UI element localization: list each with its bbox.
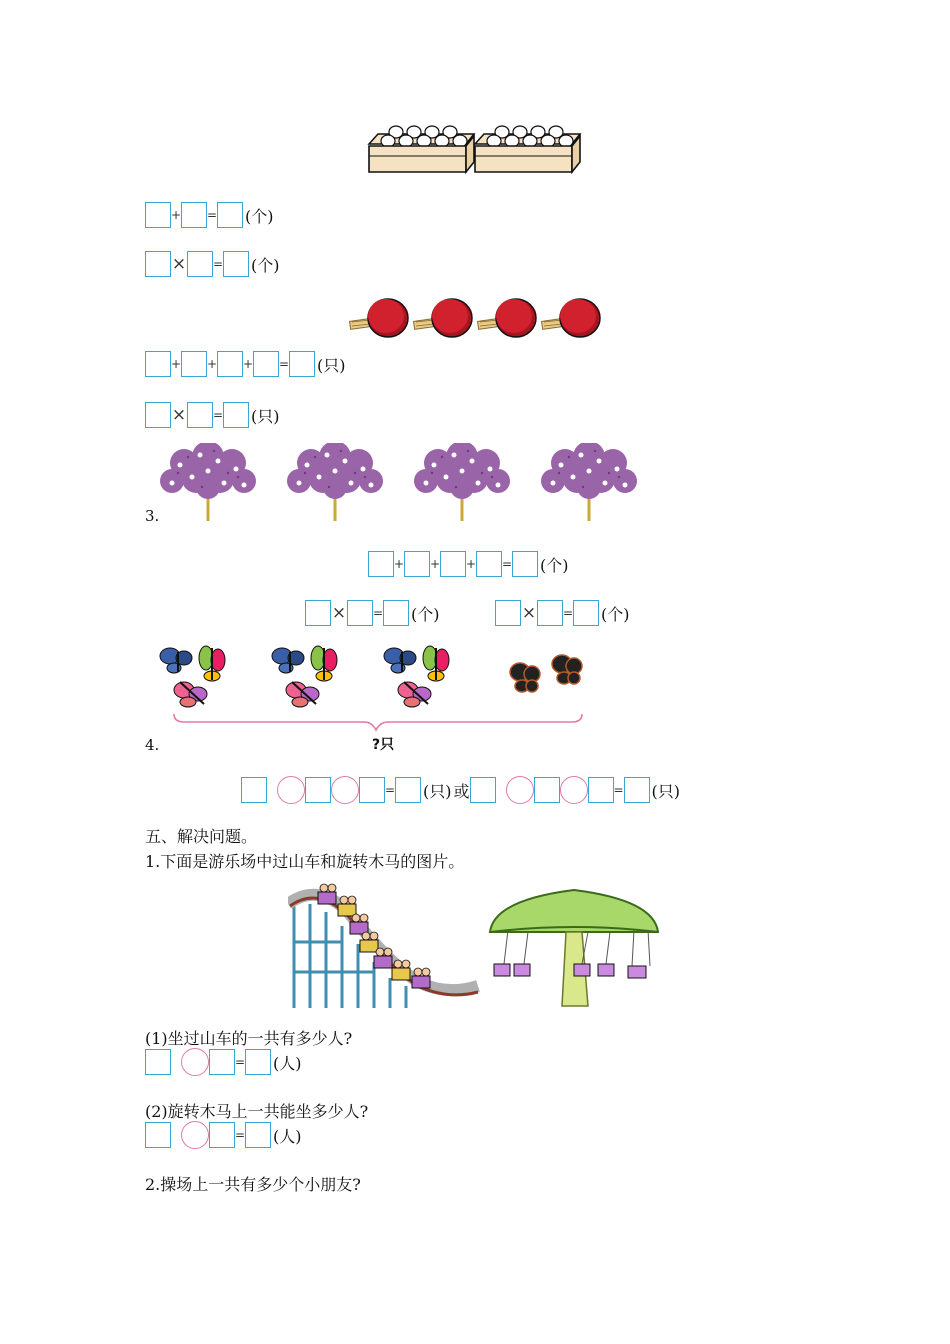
answer-box[interactable] — [305, 777, 331, 803]
answer-box[interactable] — [383, 600, 409, 626]
coaster-equation-row — [145, 1047, 302, 1077]
plus-sign: + — [243, 357, 254, 371]
times-sign: × — [171, 254, 187, 274]
unit-label: (只) — [651, 781, 681, 801]
or-word: 或 — [453, 781, 470, 801]
equals-sign: = — [373, 606, 384, 620]
equals-sign: = — [235, 1128, 246, 1142]
equals-sign: = — [235, 1055, 246, 1069]
sub-question-text: (1)坐过山车的一共有多少人? — [145, 1029, 353, 1048]
answer-box[interactable] — [347, 600, 373, 626]
sub-question-text: (2)旋转木马上一共能坐多少人? — [145, 1102, 369, 1121]
unit-label: (个) — [251, 255, 280, 275]
times-sign: × — [331, 603, 347, 623]
answer-box[interactable] — [359, 777, 385, 803]
egg-addition-row — [145, 200, 274, 230]
answer-box[interactable] — [217, 351, 243, 377]
egg-multiplication-row — [145, 249, 280, 279]
answer-box[interactable] — [624, 777, 650, 803]
paddle-icon — [350, 299, 408, 337]
answer-box[interactable] — [145, 202, 171, 228]
answer-box[interactable] — [217, 202, 243, 228]
tree-addition-row — [368, 549, 569, 579]
question-number-3: 3. — [145, 507, 160, 525]
answer-box[interactable] — [534, 777, 560, 803]
plus-sign: + — [207, 357, 218, 371]
plus-sign: + — [466, 557, 477, 571]
trees-illustration — [158, 443, 642, 523]
plus-sign: + — [394, 557, 405, 571]
swing-ride-icon — [490, 890, 658, 1006]
egg-tray-left — [369, 126, 474, 172]
answer-box[interactable] — [495, 600, 521, 626]
answer-box[interactable] — [181, 202, 207, 228]
answer-box[interactable] — [537, 600, 563, 626]
brace-mark — [174, 714, 582, 730]
tree-multiplication-row-a — [305, 598, 440, 628]
egg-trays-illustration — [366, 122, 584, 177]
unit-label: (人) — [273, 1126, 302, 1146]
unit-label: (个) — [411, 604, 440, 624]
answer-box[interactable] — [470, 777, 496, 803]
paddles-illustration — [348, 294, 608, 344]
plus-sign: + — [171, 357, 182, 371]
times-sign: × — [171, 405, 187, 425]
brace-label: ?只 — [372, 737, 395, 753]
equals-sign: = — [213, 257, 224, 271]
unit-label: (只) — [251, 406, 280, 426]
black-butterfly-icon — [552, 655, 582, 684]
swing-equation-row — [145, 1120, 302, 1150]
egg-tray-right — [475, 126, 580, 172]
answer-box[interactable] — [145, 251, 171, 277]
roller-coaster-icon — [288, 884, 478, 1008]
operator-circle[interactable] — [560, 776, 588, 804]
question-text: 2.操场上一共有多少个小朋友? — [145, 1175, 361, 1194]
operator-circle[interactable] — [181, 1121, 209, 1149]
operator-circle[interactable] — [331, 776, 359, 804]
plus-sign: + — [430, 557, 441, 571]
answer-box[interactable] — [145, 1122, 171, 1148]
plus-sign: + — [171, 208, 182, 222]
paddle-addition-row — [145, 349, 346, 379]
question-text: 1.下面是游乐场中过山车和旋转木马的图片。 — [145, 852, 465, 871]
equals-sign: = — [613, 783, 624, 797]
answer-box[interactable] — [245, 1122, 271, 1148]
equals-sign: = — [207, 208, 218, 222]
answer-box[interactable] — [588, 777, 614, 803]
answer-box[interactable] — [187, 402, 213, 428]
equals-sign: = — [385, 783, 396, 797]
answer-box[interactable] — [404, 551, 430, 577]
answer-box[interactable] — [223, 251, 249, 277]
equals-sign: = — [502, 557, 513, 571]
unit-label: (个) — [601, 604, 630, 624]
section-title: 五、解决问题。 — [145, 827, 258, 846]
answer-box[interactable] — [187, 251, 213, 277]
black-butterfly-icon — [510, 663, 540, 692]
unit-label: (个) — [540, 555, 569, 575]
answer-box[interactable] — [223, 402, 249, 428]
answer-box[interactable] — [145, 402, 171, 428]
unit-label: (个) — [245, 206, 274, 226]
times-sign: × — [521, 603, 537, 623]
answer-box[interactable] — [573, 600, 599, 626]
unit-label: (只) — [423, 781, 452, 801]
answer-box[interactable] — [145, 1049, 171, 1075]
equals-sign: = — [213, 408, 224, 422]
answer-box[interactable] — [512, 551, 538, 577]
question-number-4: 4. — [145, 736, 160, 754]
answer-box[interactable] — [181, 351, 207, 377]
amusement-park-illustration — [288, 882, 664, 1010]
operator-circle[interactable] — [181, 1048, 209, 1076]
tree-multiplication-row-b — [495, 598, 630, 628]
answer-box[interactable] — [476, 551, 502, 577]
unit-label: (人) — [273, 1053, 302, 1073]
answer-box[interactable] — [368, 551, 394, 577]
equals-sign: = — [279, 357, 290, 371]
answer-box[interactable] — [395, 777, 421, 803]
paddle-multiplication-row — [145, 400, 280, 430]
answer-box[interactable] — [209, 1049, 235, 1075]
operator-circle[interactable] — [277, 776, 305, 804]
butterfly-equation-row — [241, 775, 680, 805]
answer-box[interactable] — [245, 1049, 271, 1075]
answer-box[interactable] — [305, 600, 331, 626]
answer-box[interactable] — [253, 351, 279, 377]
answer-box[interactable] — [145, 351, 171, 377]
equals-sign: = — [563, 606, 574, 620]
unit-label: (只) — [317, 355, 346, 375]
answer-box[interactable] — [440, 551, 466, 577]
answer-box[interactable] — [289, 351, 315, 377]
answer-box[interactable] — [241, 777, 267, 803]
answer-box[interactable] — [209, 1122, 235, 1148]
operator-circle[interactable] — [506, 776, 534, 804]
